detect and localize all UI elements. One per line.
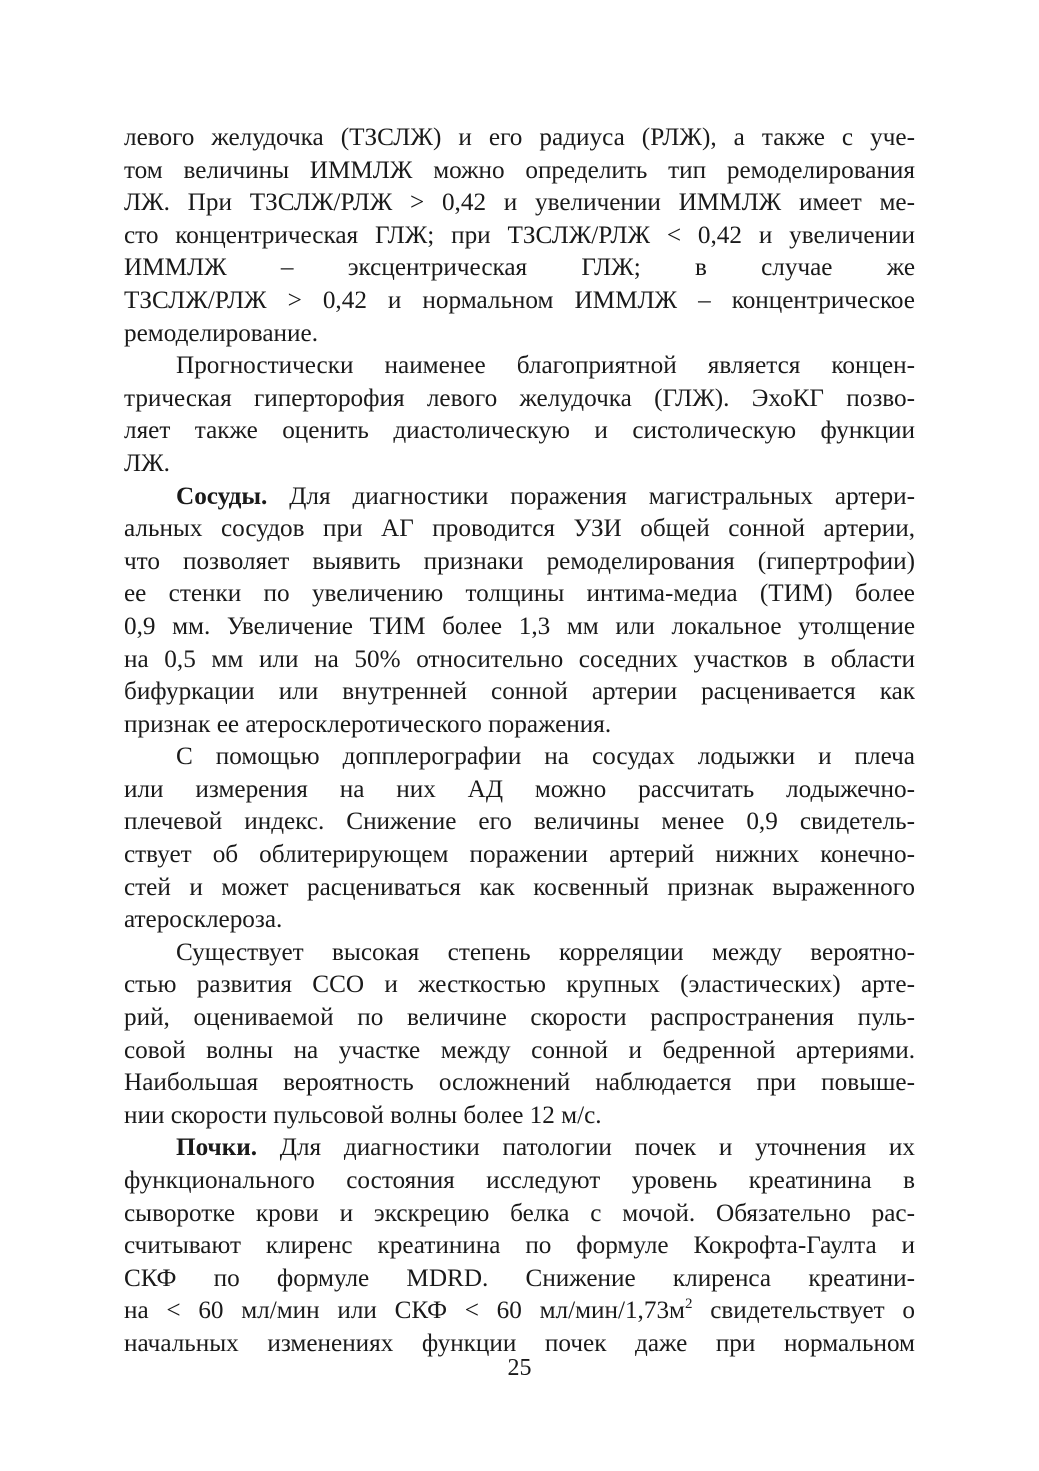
text-line: ТЗСЛЖ/РЛЖ > 0,42 и нормальном ИММЛЖ – концентрическое — [124, 286, 915, 314]
text-line: ляет также оценить диастолическую и систолическую функции — [124, 417, 915, 445]
text-line: ЛЖ. При ТЗСЛЖ/РЛЖ > 0,42 и увеличении ИММЛЖ имеет ме- — [124, 189, 915, 217]
text-line: стей и может расцениваться как косвенный признак выраженного — [124, 873, 915, 901]
text-line: сыворотке крови и экскрецию белка с мочой. Обязательно рас- — [124, 1199, 915, 1227]
paragraph — [124, 937, 915, 1133]
text-line: или измерения на них АД можно рассчитать лодыжечно- — [124, 775, 915, 803]
paragraph — [124, 1132, 915, 1360]
text-line: С помощью допплерографии на сосудах лодыжки и плеча — [176, 743, 915, 771]
text-line: стью развития ССО и жесткостью крупных (эластических) арте- — [124, 971, 915, 999]
text-run: на < 60 мл/мин или СКФ < 60 мл/мин/1,73м — [124, 1297, 685, 1325]
page-body — [124, 122, 915, 1361]
paragraph — [124, 741, 915, 937]
text-line: ИММЛЖ – эксцентрическая ГЛЖ; в случае же — [124, 254, 915, 282]
text-line: плечевой индекс. Снижение его величины менее 0,9 свидетель- — [124, 808, 915, 836]
text-run: Для диагностики патологии почек и уточнения их — [257, 1134, 915, 1162]
text-line: совой волны на участке между сонной и бедренной артериями. — [124, 1036, 915, 1064]
text-line: на 0,5 мм или на 50% относительно соседних участков в области — [124, 645, 915, 673]
text-line: признак ее атеросклеротического поражения. — [124, 710, 612, 738]
text-line — [124, 1132, 915, 1165]
text-line — [124, 481, 915, 514]
text-line: функционального состояния исследуют уровень креатинина в — [124, 1167, 915, 1194]
text-line: 0,9 мм. Увеличение ТИМ более 1,3 мм или локальное утолщение — [124, 612, 915, 640]
text-run: свидетельствует о — [692, 1297, 915, 1325]
paragraph — [124, 350, 915, 480]
section-heading: Почки. — [176, 1134, 258, 1162]
paragraph — [124, 481, 915, 742]
text-line: Прогностически наименее благоприятной является концен- — [176, 352, 915, 380]
page-number: 25 — [507, 1355, 532, 1381]
text-line: левого желудочка (ТЗСЛЖ) и его радиуса (РЛЖ), а также с уче- — [124, 124, 915, 151]
text-line: Существует высокая степень корреляции между вероятно- — [176, 938, 915, 966]
text-run: Для диагностики поражения магистральных артери- — [267, 482, 915, 510]
text-line: начальных изменениях функции почек даже при нормальном — [124, 1329, 915, 1357]
text-line: считывают клиренс креатинина по формуле Кокрофта-Гаулта и — [124, 1232, 915, 1260]
superscript: 2 — [684, 1296, 693, 1313]
text-line — [124, 1295, 915, 1328]
text-line: атеросклероза. — [124, 906, 283, 934]
text-line: сто концентрическая ГЛЖ; при ТЗСЛЖ/РЛЖ < 0,42 и увеличении — [124, 221, 915, 249]
text-line: ЛЖ. — [124, 449, 170, 477]
text-line: альных сосудов при АГ проводится УЗИ общей сонной артерии, — [124, 515, 915, 543]
text-line: что позволяет выявить признаки ремоделирования (гипертрофии) — [124, 547, 915, 575]
text-line: рий, оцениваемой по величине скорости распространения пуль- — [124, 1004, 915, 1032]
text-line: Наибольшая вероятность осложнений наблюдается при повыше- — [124, 1069, 915, 1097]
paragraph — [124, 122, 915, 350]
text-line: ее стенки по увеличению толщины интима-медиа (ТИМ) более — [124, 580, 915, 608]
text-line: СКФ по формуле MDRD. Снижение клиренса креатини- — [124, 1264, 915, 1292]
section-heading: Сосуды. — [176, 482, 268, 510]
text-line: нии скорости пульсовой волны более 12 м/с. — [124, 1101, 602, 1129]
text-line: ствует об облитерирующем поражении артерий нижних конечно- — [124, 841, 915, 869]
text-line: том величины ИММЛЖ можно определить тип ремоделирования — [124, 156, 915, 184]
text-line: ремоделирование. — [124, 319, 318, 347]
text-line: трическая гиперторофия левого желудочка (ГЛЖ). ЭхоКГ позво- — [124, 384, 915, 412]
text-line: бифуркации или внутренней сонной артерии расценивается как — [124, 678, 915, 706]
